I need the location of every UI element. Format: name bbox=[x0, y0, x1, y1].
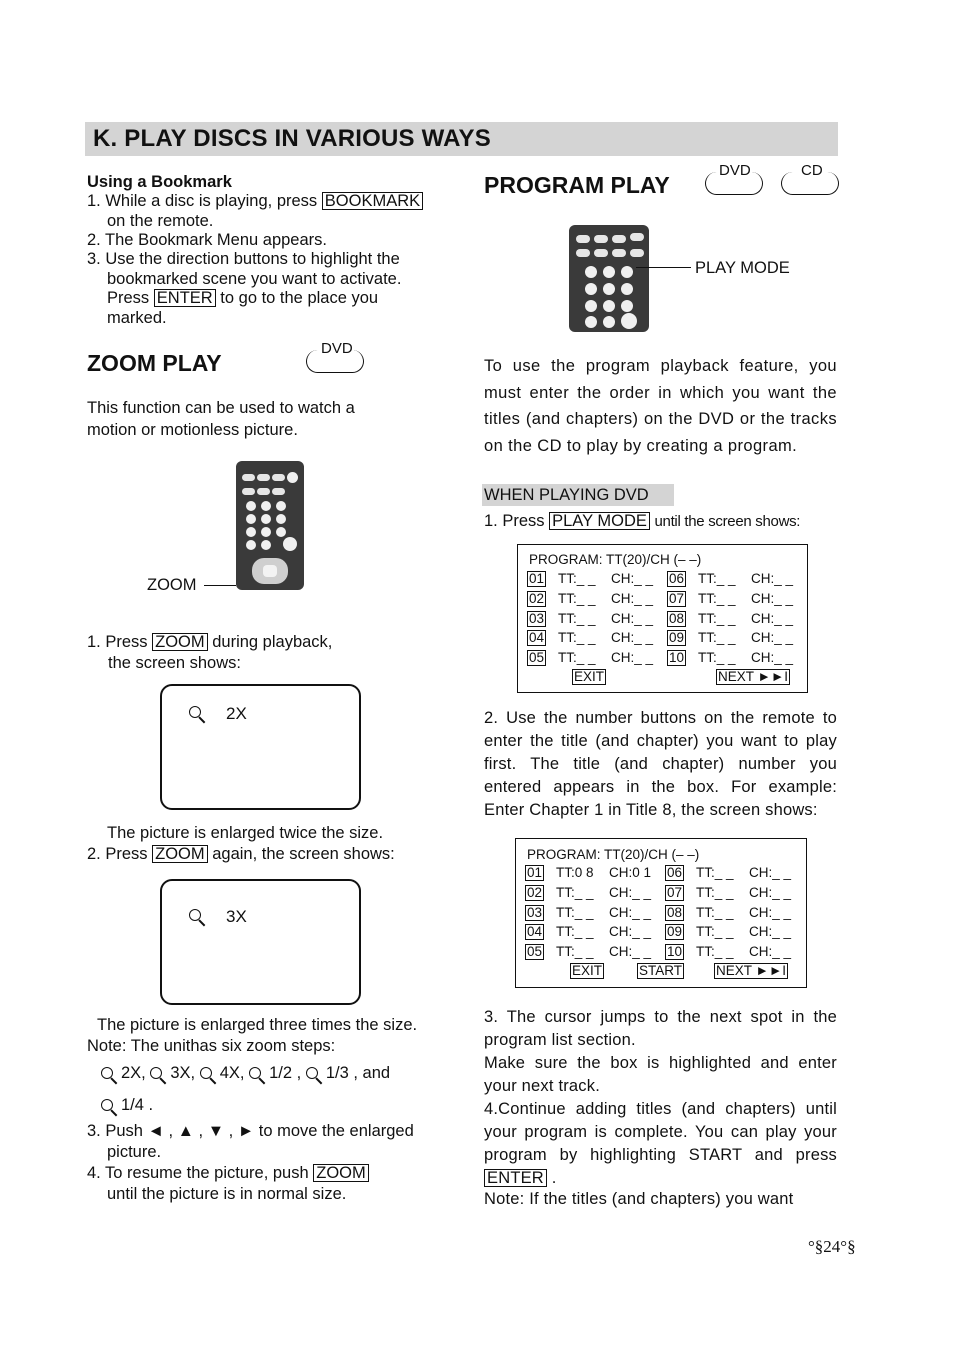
slot-number: 10 bbox=[667, 944, 683, 959]
slot-number: 09 bbox=[669, 630, 685, 645]
slot-number: 04 bbox=[527, 924, 543, 939]
magnifier-icon bbox=[200, 1067, 212, 1079]
text: until the screen shows: bbox=[654, 513, 801, 530]
section-title-bar bbox=[85, 122, 838, 156]
page-number: °§24°§ bbox=[808, 1237, 856, 1256]
text: 2. Press bbox=[87, 845, 148, 863]
program-heading: PROGRAM PLAY bbox=[484, 172, 670, 198]
table-row bbox=[527, 591, 802, 607]
bookmark-step-3: 3. Use the direction buttons to highlight the bbox=[87, 250, 400, 268]
zoom-step-1-cont: the screen shows: bbox=[108, 654, 241, 672]
slot-number: 01 bbox=[529, 571, 545, 586]
chapter-value: CH:_ _ bbox=[611, 611, 654, 626]
program-note: Note: If the titles (and chapters) you want bbox=[484, 1190, 794, 1208]
title-value: TT:_ _ bbox=[696, 885, 734, 900]
step: 4X, bbox=[219, 1064, 245, 1082]
title-value: TT:_ _ bbox=[696, 865, 734, 880]
bookmark-step-2: 2. The Bookmark Menu appears. bbox=[87, 231, 327, 249]
chapter-value: CH:_ _ bbox=[609, 944, 652, 959]
magnifier-icon bbox=[101, 1099, 113, 1111]
title-value: TT:_ _ bbox=[698, 650, 736, 665]
title-value: TT:_ _ bbox=[698, 630, 736, 645]
program-screen-title: PROGRAM: TT(20)/CH (– –) bbox=[529, 552, 702, 567]
zoom-step-3 bbox=[87, 1122, 414, 1142]
step: 1/2 , bbox=[269, 1064, 302, 1082]
disc-label: DVD bbox=[719, 162, 751, 179]
slot-number: 07 bbox=[667, 885, 683, 900]
step: 2X, bbox=[121, 1064, 146, 1082]
table-row bbox=[527, 571, 802, 587]
magnifier-icon bbox=[189, 909, 201, 921]
program-screen-1 bbox=[517, 544, 808, 693]
cd-disc-icon bbox=[781, 162, 839, 195]
bookmark-step-1-cont: on the remote. bbox=[107, 212, 214, 230]
zoom-pointer-line bbox=[204, 585, 236, 586]
text: Press bbox=[107, 289, 150, 307]
slot-number: 08 bbox=[669, 611, 685, 626]
slot-number: 02 bbox=[527, 885, 543, 900]
text: 1. Press bbox=[87, 633, 148, 651]
step: 1/3 , and bbox=[325, 1064, 391, 1082]
next-option: NEXT ►►I bbox=[716, 963, 786, 978]
table-row bbox=[525, 885, 800, 901]
zoom-note: Note: The unithas six zoom steps: bbox=[87, 1037, 336, 1055]
program-screen-title: PROGRAM: TT(20)/CH (– –) bbox=[527, 847, 700, 862]
chapter-value: CH:_ _ bbox=[749, 944, 792, 959]
slot-number: 09 bbox=[667, 924, 683, 939]
disc-label: DVD bbox=[321, 340, 353, 357]
chapter-value: CH:_ _ bbox=[751, 650, 794, 665]
text: to move the enlarged bbox=[258, 1122, 414, 1140]
chapter-value: CH:_ _ bbox=[751, 611, 794, 626]
zoom-level: 2X bbox=[226, 704, 247, 723]
program-step-4 bbox=[484, 1098, 837, 1190]
magnifier-icon bbox=[189, 706, 201, 718]
step: 3X, bbox=[170, 1064, 196, 1082]
zoom-level: 3X bbox=[226, 907, 247, 926]
title-value: TT:_ _ bbox=[558, 611, 596, 626]
magnifier-icon bbox=[249, 1067, 261, 1079]
text: 4. To resume the picture, push bbox=[87, 1164, 309, 1182]
text: to go to the place you bbox=[220, 289, 379, 307]
disc-label: CD bbox=[801, 162, 823, 179]
table-row bbox=[525, 905, 800, 921]
slot-number: 08 bbox=[667, 905, 683, 920]
slot-number: 07 bbox=[669, 591, 685, 606]
zoom-screen-2x bbox=[160, 684, 361, 810]
chapter-value: CH:_ _ bbox=[611, 591, 654, 606]
program-screen-2 bbox=[515, 838, 807, 988]
slot-number: 03 bbox=[529, 611, 545, 626]
zoom-key-label: ZOOM bbox=[313, 1164, 369, 1182]
chapter-value: CH:_ _ bbox=[751, 630, 794, 645]
bookmark-step-3-end: marked. bbox=[107, 309, 167, 327]
zoom-steps-line bbox=[101, 1064, 390, 1084]
program-intro: To use the program playback feature, you must enter the order in which you want the titles (and chapters) on the DVD or the tracks on the CD to play by creating a program. bbox=[484, 357, 837, 455]
slot-number: 06 bbox=[667, 865, 683, 880]
dvd-disc-icon bbox=[705, 162, 763, 195]
title-value: TT:_ _ bbox=[556, 924, 594, 939]
remote-control-icon bbox=[569, 225, 649, 332]
zoom-screen-3x bbox=[160, 879, 361, 1005]
start-option: START bbox=[639, 963, 683, 978]
slot-number: 05 bbox=[527, 944, 543, 959]
title-value: TT:_ _ bbox=[698, 591, 736, 606]
chapter-value: CH:_ _ bbox=[609, 924, 652, 939]
when-playing-dvd-subhead: WHEN PLAYING DVD bbox=[482, 484, 674, 506]
chapter-value: CH:_ _ bbox=[749, 865, 792, 880]
remote-control-icon bbox=[236, 461, 304, 590]
title-value: TT:_ _ bbox=[558, 591, 596, 606]
title-value: TT:_ _ bbox=[696, 905, 734, 920]
table-row bbox=[527, 650, 802, 666]
bookmark-step-3-cont: bookmarked scene you want to activate. bbox=[107, 270, 402, 288]
title-value: TT:_ _ bbox=[558, 571, 596, 586]
exit-option: EXIT bbox=[574, 669, 605, 684]
chapter-value: CH:_ _ bbox=[609, 905, 652, 920]
arrow-keys: ◄ , ▲ , ▼ , ► bbox=[147, 1122, 255, 1140]
zoom-button-label: ZOOM bbox=[147, 576, 197, 594]
program-step-3-cont: Make sure the box is highlighted and enter your next track. bbox=[484, 1054, 837, 1095]
section-title: K. PLAY DISCS IN VARIOUS WAYS bbox=[93, 125, 491, 152]
slot-number: 05 bbox=[529, 650, 545, 665]
bookmark-step-1 bbox=[87, 192, 423, 212]
zoom-step-3-cont: picture. bbox=[107, 1143, 162, 1161]
title-value: TT:_ _ bbox=[696, 944, 734, 959]
slot-number: 04 bbox=[529, 630, 545, 645]
enter-key-label: ENTER bbox=[484, 1169, 547, 1187]
text: . bbox=[551, 1169, 557, 1187]
text: 1. While a disc is playing, press bbox=[87, 192, 318, 210]
magnifier-icon bbox=[306, 1067, 318, 1079]
zoom-step-4-cont: until the picture is in normal size. bbox=[107, 1185, 347, 1203]
title-value: TT:_ _ bbox=[558, 650, 596, 665]
slot-number: 03 bbox=[527, 905, 543, 920]
title-value: TT:_ _ bbox=[698, 571, 736, 586]
title-value: TT:_ _ bbox=[696, 924, 734, 939]
chapter-value: CH:_ _ bbox=[751, 591, 794, 606]
zoom-after-2: The picture is enlarged three times the size. bbox=[97, 1016, 418, 1034]
bookmark-key-label: BOOKMARK bbox=[322, 192, 423, 210]
bookmark-heading: Using a Bookmark bbox=[87, 173, 232, 191]
zoom-heading: ZOOM PLAY bbox=[87, 350, 222, 376]
play-mode-pointer-line bbox=[636, 267, 691, 268]
slot-number: 02 bbox=[529, 591, 545, 606]
program-step-2: 2. Use the number buttons on the remote to enter the title (and chapter) you want to play first. The title (and chapter) number you entered appears in the box. For example: Enter Chapter 1 in Title 8, the screen shows: bbox=[484, 709, 837, 819]
table-row bbox=[525, 944, 800, 960]
zoom-key-label: ZOOM bbox=[152, 633, 208, 651]
magnifier-icon bbox=[101, 1067, 113, 1079]
slot-number: 10 bbox=[669, 650, 685, 665]
bookmark-step-3-press bbox=[107, 289, 378, 309]
chapter-value: CH:_ _ bbox=[611, 650, 654, 665]
zoom-step-4 bbox=[87, 1164, 369, 1184]
step: 1/4 . bbox=[121, 1096, 154, 1114]
chapter-value: CH:0 1 bbox=[609, 865, 652, 880]
zoom-intro-2: motion or motionless picture. bbox=[87, 421, 298, 439]
title-value: TT:_ _ bbox=[556, 885, 594, 900]
title-value: TT:0 8 bbox=[556, 865, 594, 880]
table-row bbox=[525, 924, 800, 940]
zoom-intro-1: This function can be used to watch a bbox=[87, 399, 355, 417]
play-mode-button-label: PLAY MODE bbox=[695, 259, 790, 277]
chapter-value: CH:_ _ bbox=[749, 905, 792, 920]
next-option: NEXT ►►I bbox=[718, 669, 788, 684]
play-mode-key-label: PLAY MODE bbox=[549, 512, 650, 530]
title-value: TT:_ _ bbox=[556, 905, 594, 920]
slot-number: 01 bbox=[527, 865, 543, 880]
magnifier-icon bbox=[150, 1067, 162, 1079]
table-row bbox=[527, 611, 802, 627]
chapter-value: CH:_ _ bbox=[611, 571, 654, 586]
text: 3. Push bbox=[87, 1122, 143, 1140]
zoom-after-1: The picture is enlarged twice the size. bbox=[107, 824, 384, 842]
enter-key-label: ENTER bbox=[154, 289, 216, 307]
slot-number: 06 bbox=[669, 571, 685, 586]
program-step-1 bbox=[484, 512, 800, 532]
title-value: TT:_ _ bbox=[556, 944, 594, 959]
chapter-value: CH:_ _ bbox=[749, 885, 792, 900]
exit-option: EXIT bbox=[572, 963, 603, 978]
zoom-steps-line-2 bbox=[101, 1096, 153, 1116]
zoom-step-1 bbox=[87, 633, 332, 653]
title-value: TT:_ _ bbox=[698, 611, 736, 626]
chapter-value: CH:_ _ bbox=[609, 885, 652, 900]
text: 4.Continue adding titles (and chapters) until your program is complete. You can play your program by highlighting START and press bbox=[484, 1100, 837, 1164]
zoom-step-2 bbox=[87, 845, 395, 865]
text: again, the screen shows: bbox=[212, 845, 395, 863]
zoom-key-label: ZOOM bbox=[152, 845, 208, 863]
chapter-value: CH:_ _ bbox=[611, 630, 654, 645]
title-value: TT:_ _ bbox=[558, 630, 596, 645]
text: 1. Press bbox=[484, 512, 545, 530]
dvd-disc-icon bbox=[306, 340, 364, 373]
table-row bbox=[525, 865, 800, 881]
text: during playback, bbox=[212, 633, 333, 651]
chapter-value: CH:_ _ bbox=[751, 571, 794, 586]
chapter-value: CH:_ _ bbox=[749, 924, 792, 939]
table-row bbox=[527, 630, 802, 646]
program-step-3: 3. The cursor jumps to the next spot in the program list section. bbox=[484, 1008, 837, 1049]
